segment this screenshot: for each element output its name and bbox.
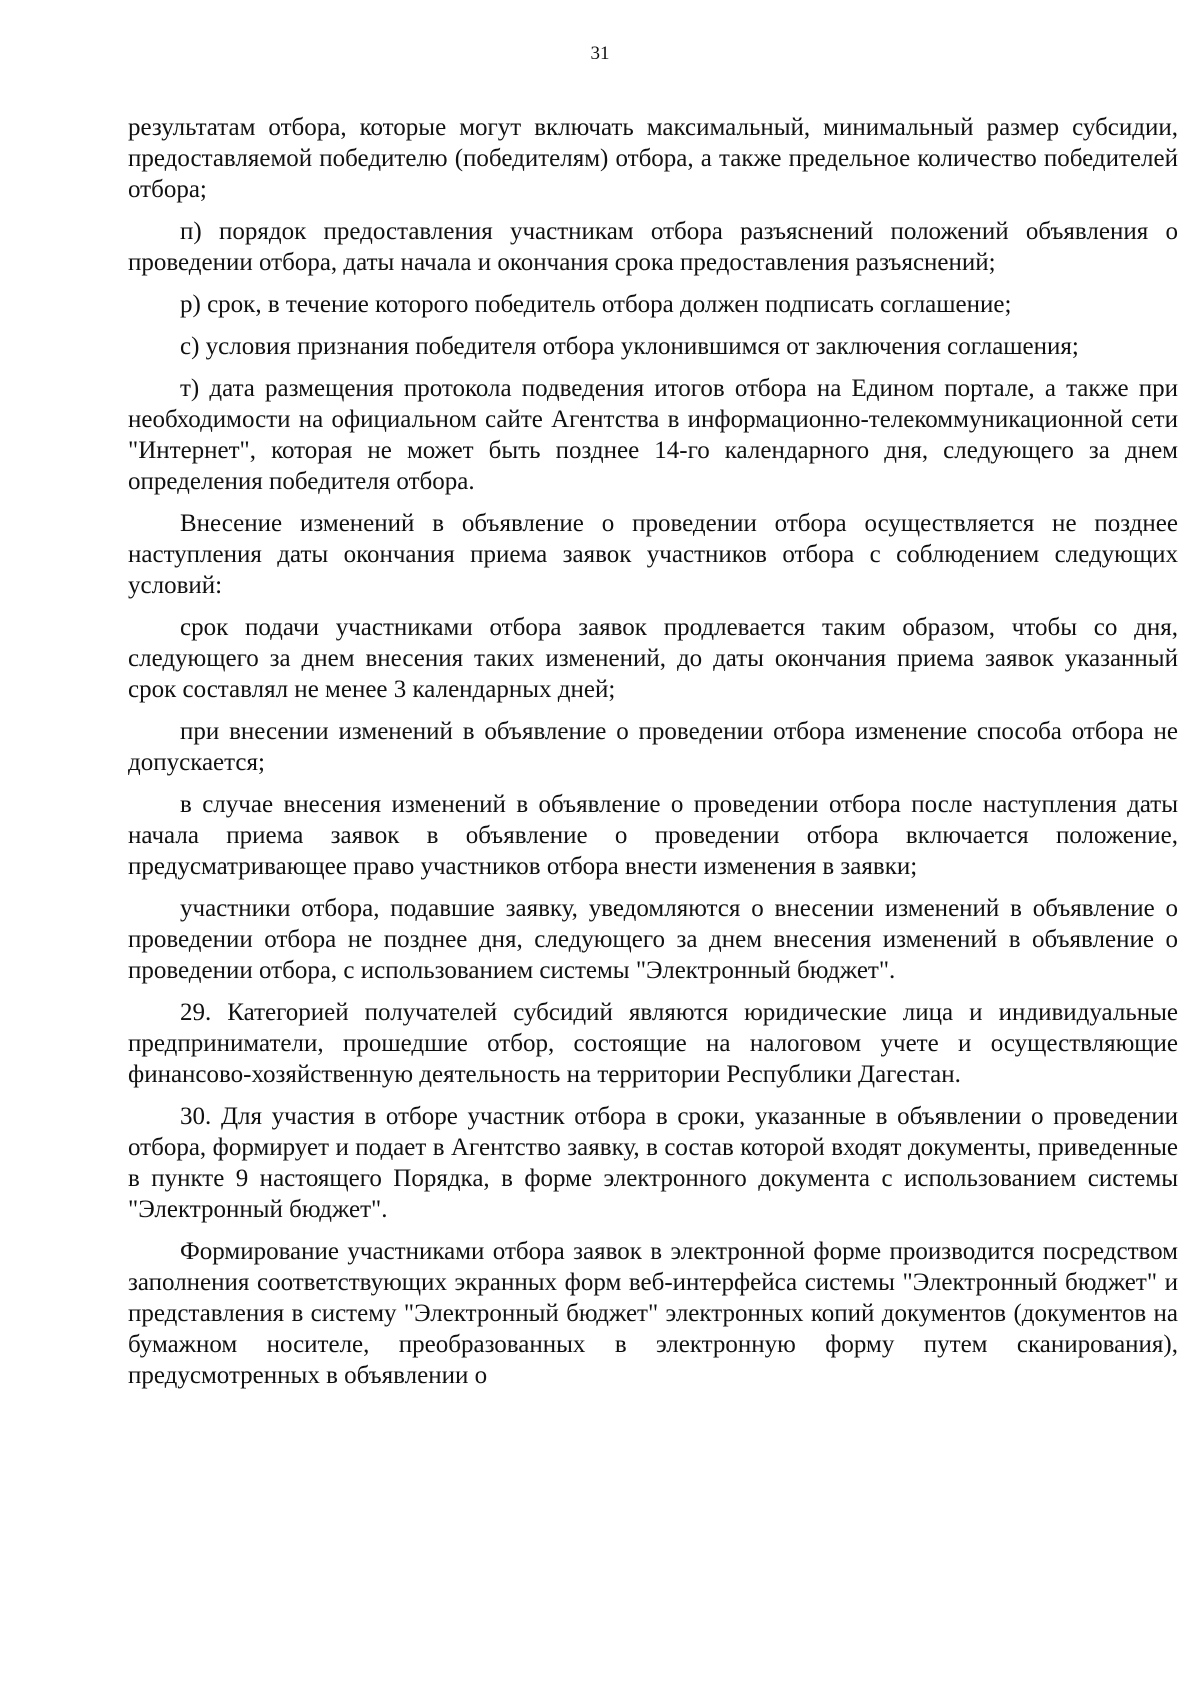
paragraph-item-r: р) срок, в течение которого победитель отбора должен подписать соглашение; xyxy=(180,291,1012,318)
paragraph-condition-deadline: срок подачи участниками отбора заявок продлевается таким образом, чтобы со дня, следующего за днем внесения таких изменений, до даты окончания приема заявок указанный срок составлял не менее 3 календарных дней; xyxy=(128,614,1178,703)
paragraph-continuation: результатам отбора, которые могут включать максимальный, минимальный размер субсидии, предоставляемой победителю (победителям) отбора, а также предельное количество победителей отбора; xyxy=(128,114,1178,203)
paragraph-condition-changes: в случае внесения изменений в объявление о проведении отбора после наступления даты начала приема заявок в объявление о проведении отбора включается положение, предусматривающее право участников отбора внести изменения в заявки; xyxy=(128,791,1178,880)
page-number: 31 xyxy=(590,43,610,64)
paragraph-item-p: п) порядок предоставления участникам отбора разъяснений положений объявления о проведении отбора, даты начала и окончания срока предоставления разъяснений; xyxy=(128,218,1178,276)
paragraph-amendments-intro: Внесение изменений в объявление о проведении отбора осуществляется не позднее наступления даты окончания приема заявок участников отбора с соблюдением следующих условий: xyxy=(128,510,1178,599)
paragraph-condition-notification: участники отбора, подавшие заявку, уведомляются о внесении изменений в объявление о проведении отбора не позднее дня, следующего за днем внесения изменений в объявление о проведении отбора, с использованием системы "Электронный бюджет". xyxy=(128,895,1178,984)
paragraph-clause-30: 30. Для участия в отборе участник отбора в сроки, указанные в объявлении о проведении отбора, формирует и подает в Агентство заявку, в состав которой входят документы, приведенные в пункте 9 настоящего Порядка, в форме электронного документа с использованием системы "Электронный бюджет". xyxy=(128,1103,1178,1223)
paragraph-clause-29: 29. Категорией получателей субсидий являются юридические лица и индивидуальные предприниматели, прошедшие отбор, состоящие на налоговом учете и осуществляющие финансово-хозяйственную деятельность на территории Республики Дагестан. xyxy=(128,999,1178,1088)
paragraph-condition-method: при внесении изменений в объявление о проведении отбора изменение способа отбора не допускается; xyxy=(128,718,1178,776)
paragraph-electronic-form: Формирование участниками отбора заявок в электронной форме производится посредством заполнения соответствующих экранных форм веб-интерфейса системы "Электронный бюджет" и представления в систему "Электронный бюджет" электронных копий документов (документов на бумажном носителе, преобразованных в электронную форму путем сканирования), предусмотренных в объявлении о xyxy=(128,1238,1178,1389)
paragraph-item-s: с) условия признания победителя отбора уклонившимся от заключения соглашения; xyxy=(180,333,1079,360)
document-body xyxy=(128,112,1178,1402)
paragraph-item-t: т) дата размещения протокола подведения итогов отбора на Едином портале, а также при необходимости на официальном сайте Агентства в информационно-телекоммуникационной сети "Интернет", которая не может быть позднее 14-го календарного дня, следующего за днем определения победителя отбора. xyxy=(128,375,1178,495)
